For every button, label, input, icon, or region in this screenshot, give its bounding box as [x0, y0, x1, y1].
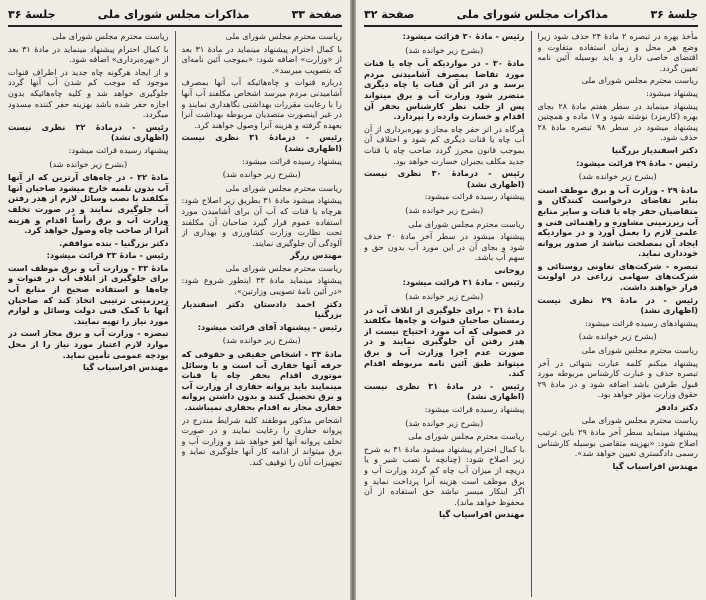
- speaker-or-article: [538, 185, 699, 259]
- speaker-or-article: [538, 295, 699, 316]
- speaker-or-article: [538, 461, 699, 472]
- text-column-left: [364, 31, 525, 597]
- header-rule: [364, 25, 698, 27]
- speaker-or-article: [364, 265, 525, 276]
- paragraph: پیشنهاد رسیده قرائت میشود:: [424, 191, 525, 202]
- paragraph: و از ایجاد هرگونه چاه جدید در اطراف قنوات موجود که موجب کم شدن آب آنها گردد جلوگیری خواهد شد و کلیه چاه‌هائیکه بدون اجازه حفر شده باشد بهزینه حفر کننده مسدود میگردد.: [8, 66, 169, 120]
- paragraph: ریاست محترم مجلس شورای ملی: [408, 431, 525, 442]
- running-title: مذاکرات مجلس شورای ملی: [97, 7, 250, 21]
- header-rule: [8, 25, 342, 27]
- bold-run: روحانی: [494, 264, 525, 275]
- bold-run: رئیس - مادهٔ ۳۱ قرائت میشود:: [402, 277, 525, 288]
- bold-run: رئیس - در مادهٔ ۲۹ نظری نیست (اظهاری نشد): [537, 294, 698, 316]
- paragraph: ریاست محترم مجلس شورای ملی: [225, 262, 342, 273]
- speaker-or-article: [538, 145, 699, 156]
- paragraph: هرگاه در اثر حفر چاه مجاز و بهره‌برداری از آن آب چاه یا قنات دیگری کم شود و اختلاف آن بموجب قانون محرز گردد صاحب چاه یا قنات جدید مکلف بجبران خسارت خواهد بود.: [364, 123, 525, 166]
- paragraph: پیشنهاد میشود در سطر آخر مادهٔ ۳۰ حذف شود و بجای آن در این مورد آب بدون حق و سهم آب باشد.: [364, 231, 525, 263]
- bold-run: دکتر احمد دادستان دکتر اسفندیار بزرگنیا: [181, 298, 342, 320]
- bold-run: مادهٔ ۲۹ - وزارت آب و برق موظف است بنابر تقاضای درخواست کنندگان و متقاضیان حفر چاه یا قنات و سایر منابع آب زیرزمینی مشاوره و راهنمائی فنی و علمی لازم را بعمل آورد و در مواردیکه ایجاد آن بمصلحت نباشد از صدور پروانه خودداری نماید.: [537, 184, 698, 259]
- speaker-or-article: [8, 250, 169, 261]
- speaker-or-article: [8, 122, 169, 143]
- speaker-or-article: [182, 299, 343, 320]
- bold-run: رئیس - پیشنهاد آقای قرائت میشود:: [197, 321, 342, 332]
- speaker-or-article: [8, 238, 169, 249]
- page-number: صفحة ۳۳: [291, 7, 342, 21]
- paragraph: ریاست محترم مجلس شورای ملی: [581, 414, 698, 425]
- speaker-or-article: [364, 509, 525, 520]
- bold-run: مادهٔ ۳۲ - در چاه‌های آرتزین که از آنها آب بدون تلمبه خارج میشود صاحبان آنها مکلفند با نصب وسائل لازم از هدر رفتن آب جلوگیری نمایند و در صورت تخلف وزارت آب و برق رأساً اقدام و هزینه آنرا از صاحب چاه وصول خواهد کرد.: [8, 172, 169, 236]
- page-number: صفحة ۳۲: [364, 7, 415, 21]
- bold-run: مهندس افراسیاب گیا: [439, 509, 525, 520]
- speaker-or-article: [538, 402, 699, 413]
- bold-run: مادهٔ ۳۰ - در مواردیکه آب چاه یا قنات مورد تقاضا بمصرف آشامیدنی مردم برسد و در اثر آن قنات یا چاه دیگری متضرر شود وزارت آب و برق میتواند پس از جلب نظر کارشناس بحفر آن اقدام و خسارت وارده را بپردازد.: [364, 58, 525, 122]
- read-out-note: (بشرح زیر خوانده شد): [222, 335, 301, 346]
- read-out-note: (بشرح زیر خوانده شد): [578, 331, 657, 342]
- paragraph: پیشنهاد رسیده قرائت میشود:: [68, 144, 169, 155]
- paragraph: مأخذ بهره در تبصره ۲ مادهٔ ۲۴ حذف شود زیرا وضع هر محل و زمان استفاده متفاوت و اقتضای خاصی دارد و باید بوسیله آئین نامه تعیین گردد.: [537, 31, 698, 73]
- paragraph: پیشنهاد میکنم کلمه عبارت بتنهائی در آخر تبصره حذف و عبارت کارشناس مربوطه مورد قبول طرفین باشد اضافه شود و در مادهٔ ۲۹ حقوق وزارت مؤثر خواهد بود.: [537, 357, 698, 400]
- paragraph: پیشنهاد مینماید در سطر هفتم مادهٔ ۲۸ بجای بهره (کارمزد) نوشته شود و ۱۷ ماده و همچنین پیشنهاد میشود در سطر ۹۸ تبصره مادهٔ ۲۸ حذف شود.: [537, 100, 698, 143]
- bold-run: مهندس زرگر: [290, 250, 342, 261]
- left-page: [0, 0, 350, 600]
- speaker-or-article: [8, 263, 169, 327]
- paragraph: ریاست محترم مجلس شورای ملی: [581, 75, 698, 86]
- read-out-note: (بشرح زیر خوانده شد): [578, 171, 657, 182]
- speaker-or-article: [8, 362, 169, 373]
- speaker-or-article: [364, 168, 525, 189]
- paragraph: پیشنهاد رسیده قرائت میشود:: [424, 404, 525, 414]
- paragraph: ریاست محترم مجلس شورای ملی: [581, 345, 698, 356]
- paragraph: پیشنهاد مینماید سطر آخر مادهٔ ۲۹ باین ترتیب اصلاح شود: «بهزینه متقاضی بوسیله کارشناس رسمی دادگستری تعیین خواهد شد».: [537, 427, 698, 459]
- bold-run: رئیس - در مادهٔ ۳۱ نظری نیست (اظهاری نشد): [364, 380, 525, 402]
- speaker-or-article: [364, 58, 525, 122]
- bold-run: رئیس - مادهٔ ۳۳ قرائت میشود:: [46, 250, 169, 261]
- speaker-or-article: [182, 132, 343, 153]
- text-column-right: [538, 31, 699, 597]
- running-title: مذاکرات مجلس شورای ملی: [456, 7, 609, 21]
- bold-run: تبصره - شرکت‌های تعاونی روستائی و شرکت‌های سهامی زراعی در اولویت قرار خواهند داشت.: [537, 260, 698, 293]
- bold-run: رئیس - درمادهٔ ۳۰ نظری نیست (اظهاری نشد): [364, 168, 525, 189]
- speaker-or-article: [538, 158, 699, 169]
- speaker-or-article: [8, 328, 169, 360]
- speaker-or-article: [364, 277, 525, 288]
- speaker-or-article: [538, 261, 699, 293]
- paragraph: پیشنهاد میشود:: [646, 87, 698, 98]
- paragraph: درباره قنوات و چاه‌هائیکه آب آنها بمصرف آشامیدنی مردم میرسد اشخاص مکلفند آب آنها را با رعایت مقررات بهداشتی نگاهداری نمایند و در غیر اینصورت متصدیان مربوطه بهداشت آنرا بعهده گرفته و هزینه آنرا وصول خواهند کرد.: [181, 77, 342, 130]
- bold-run: مادهٔ ۳۴ - اشخاص حقیقی و حقوقی که حرفه آنها حفاری آب است و با وسائل موتوری اقدام بحفر چاه یا قنات مینمایند باید پروانه حفاری از وزارت آب و برق تحصیل کنند و بدون داشتن پروانه حفاری مجاز به اقدام بحفاری نمیباشند.: [181, 349, 342, 412]
- paragraph: با کمال احترام پیشنهاد مینماید در مادهٔ ۳۱ بعد از «بهره‌برداری» اضافه شود.: [8, 43, 169, 65]
- paragraph: ریاست محترم مجلس شورای ملی: [225, 182, 342, 193]
- paragraph: با کمال احترام پیشنهاد میشود مادهٔ ۳۱ به شرح زیر اصلاح شود: (چنانچه با نصب شیر و یا دریچه از میزان آب چاه کم گردد وزارت آب و برق موظف است هزینه آنرا پرداخت نماید و اگر اینکار میسر نباشد حق استفاده از آن محفوظ خواهد ماند).: [364, 443, 525, 507]
- speaker-or-article: [8, 172, 169, 236]
- paragraph: ریاست محترم مجلس شورای ملی: [52, 31, 169, 41]
- paragraph: ریاست محترم مجلس شورای ملی: [408, 218, 525, 229]
- read-out-note: (بشرح زیر خوانده شد): [222, 169, 301, 180]
- bold-run: مهندس افراسیاب گیا: [612, 460, 698, 471]
- bold-run: رئیس - مادهٔ ۲۹ قرائت میشود:: [576, 157, 698, 168]
- speaker-or-article: [182, 250, 343, 261]
- text-column-right: [182, 31, 343, 597]
- bold-run: تبصره - وزارت آب و برق مجاز است در موارد لازم اعتبار مورد نیاز را از محل بودجه عمومی تأمین نماید.: [8, 328, 169, 360]
- bold-run: مادهٔ ۳۱ - برای جلوگیری از اتلاف آب در زمستان صاحبان قنوات و چاه‌ها مکلفند در فصولی که آب مورد احتیاج نیست از هدر رفتن آن جلوگیری نمایند و در صورت عدم اجرا وزارت آب و برق میتواند طبق آئین نامه مربوطه اقدام کند.: [364, 304, 525, 379]
- paragraph: ریاست محترم مجلس شورای ملی: [225, 31, 342, 41]
- two-column-body: [364, 31, 698, 597]
- read-out-note: (بشرح زیر خوانده شد): [405, 417, 484, 428]
- speaker-or-article: [182, 322, 343, 333]
- read-out-note: (بشرح زیر خوانده شد): [405, 44, 484, 55]
- read-out-note: (بشرح زیر خوانده شد): [405, 291, 484, 302]
- column-divider: [175, 31, 176, 597]
- column-divider: [531, 31, 532, 597]
- speaker-or-article: [182, 349, 343, 413]
- paragraph: با کمال احترام پیشنهاد مینماید در مادهٔ ۳۱ بعد از «وزارت» اضافه شود: «بموجب آئین نامه‌ای که بتصویب میرسد».: [181, 43, 342, 75]
- bold-run: مهندس افراسیاب گیا: [83, 362, 169, 373]
- bold-run: رئیس - مادهٔ ۳۰ قرائت میشود:: [402, 31, 525, 41]
- bold-run: رئیس - درمادهٔ ۳۱ نظری نیست (اظهاری نشد): [181, 132, 342, 153]
- bold-run: دکتر دادفر: [656, 402, 698, 412]
- speaker-or-article: [364, 381, 525, 402]
- paragraph: پیشنهاد مینماید مادهٔ ۳۳ اینطور شروع شود: «در آئین نامهٔ تصویبی وزارتین».: [181, 275, 342, 297]
- bold-run: دکتر بزرگنیا - بنده موافقم.: [59, 237, 169, 248]
- session-label: جلسهٔ ۳۶: [650, 7, 698, 21]
- read-out-note: (بشرح زیر خوانده شد): [405, 204, 484, 215]
- speaker-or-article: [364, 305, 525, 379]
- bold-run: رئیس - درمادهٔ ۳۲ نظری نیست (اظهاری نشد): [8, 121, 169, 143]
- speaker-or-article: [364, 31, 525, 42]
- paragraph: پیشنهاد رسیده قرائت میشود:: [242, 155, 342, 166]
- two-column-body: [8, 31, 342, 597]
- session-label: جلسهٔ ۳۶: [8, 7, 56, 21]
- bold-run: دکتر اسفندیار بزرگنیا: [611, 144, 698, 155]
- paragraph: پیشنهادهای رسیده قرائت میشود:: [584, 317, 698, 328]
- bold-run: مادهٔ ۳۳ - وزارت آب و برق موظف است برای جلوگیری از اتلاف آب در قنوات و چاه‌ها و استفاده صحیح از منابع آب زیرزمینی ترتیبی اتخاذ کند که صاحبان آنها با کمک فنی دولت وسائل و لوازم مورد نیاز را تهیه نمایند.: [8, 262, 169, 326]
- right-page: [356, 0, 706, 600]
- read-out-note: (بشرح زیر خوانده شد): [49, 158, 128, 169]
- paragraph: اشخاص مذکور موظفند کلیه شرایط مندرج در پروانه حفاری را رعایت نمایند و در صورت تخلف پروانه آنها لغو خواهد شد و وزارت آب و برق میتواند از ادامه کار آنها جلوگیری نماید و تجهیزات آنان را توقیف کند.: [181, 414, 342, 467]
- page-header: [364, 6, 698, 22]
- text-column-left: [8, 31, 169, 597]
- page-header: [8, 6, 342, 22]
- paragraph: پیشنهاد میشود مادهٔ ۳۱ بطریق زیر اصلاح شود: هرچاه یا قنات که آب آن برای آشامیدن مورد استفاده عموم قرار گیرد صاحبان آن مکلفند تحت نظارت وزارت کشاورزی و بهداری از آلودگی آن جلوگیری نمایند.: [181, 195, 342, 248]
